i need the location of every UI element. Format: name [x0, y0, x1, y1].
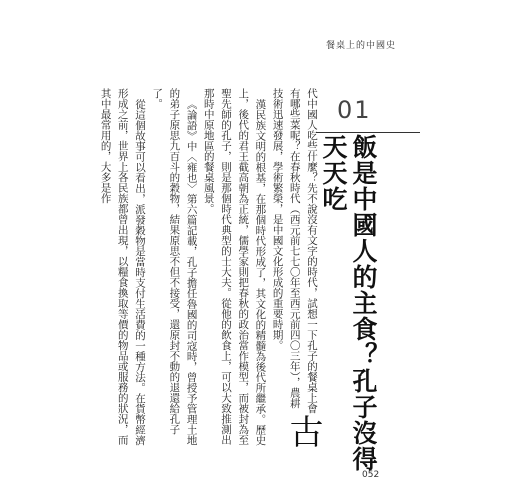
chapter-rule: [316, 132, 420, 133]
paragraph-1: [268, 88, 323, 448]
page-number: 052: [362, 470, 380, 480]
chapter-title: 飯是中國人的主食？孔子沒得天天吃: [319, 134, 378, 472]
paragraph-2: 漢民族文明的根基，在那個時代形成了，其文化的精髓為後代所繼承。歷史上，後代的君王截高朝為正統，儒學家則把春秋的政治當作模型，而被封為至聖先師的孔子，則是那個時代典型的士大夫。從他的飲食上，可以大致推測出那時中原地區的餐桌風景。: [202, 88, 267, 445]
body-text: [99, 88, 323, 448]
paragraph-1-text: 代中國人吃些什麼？先不說沒有文字的時代，試想一下孔子的餐桌上會有哪些菜呢？在春秋時代（西元前七七〇年至西元前四〇三年），農耕技術迅速發展，學術繁榮，是中國文化形成的重要時期。: [271, 88, 318, 414]
running-head: 餐桌上的中國史: [325, 41, 396, 51]
paragraph-4: 從這個故事可以看出，派發穀物是當時支付生活費的一種方法。在貨幣經濟形成之前，世界上各民族都曾出現，以糧食換取等價的物品或服務的狀況，而其中最常用的，大多是作: [99, 88, 146, 445]
drop-cap: 古: [283, 414, 323, 448]
chapter-number: 01: [337, 96, 372, 124]
paragraph-3: 《論語》中〈雍也〉第六篇記載，孔子擔任魯國的司寇時，曾授予管理土地的弟子原思九百斗的穀物，結果原思不但不接受，還原封不動的退還給孔子了。: [151, 88, 198, 445]
